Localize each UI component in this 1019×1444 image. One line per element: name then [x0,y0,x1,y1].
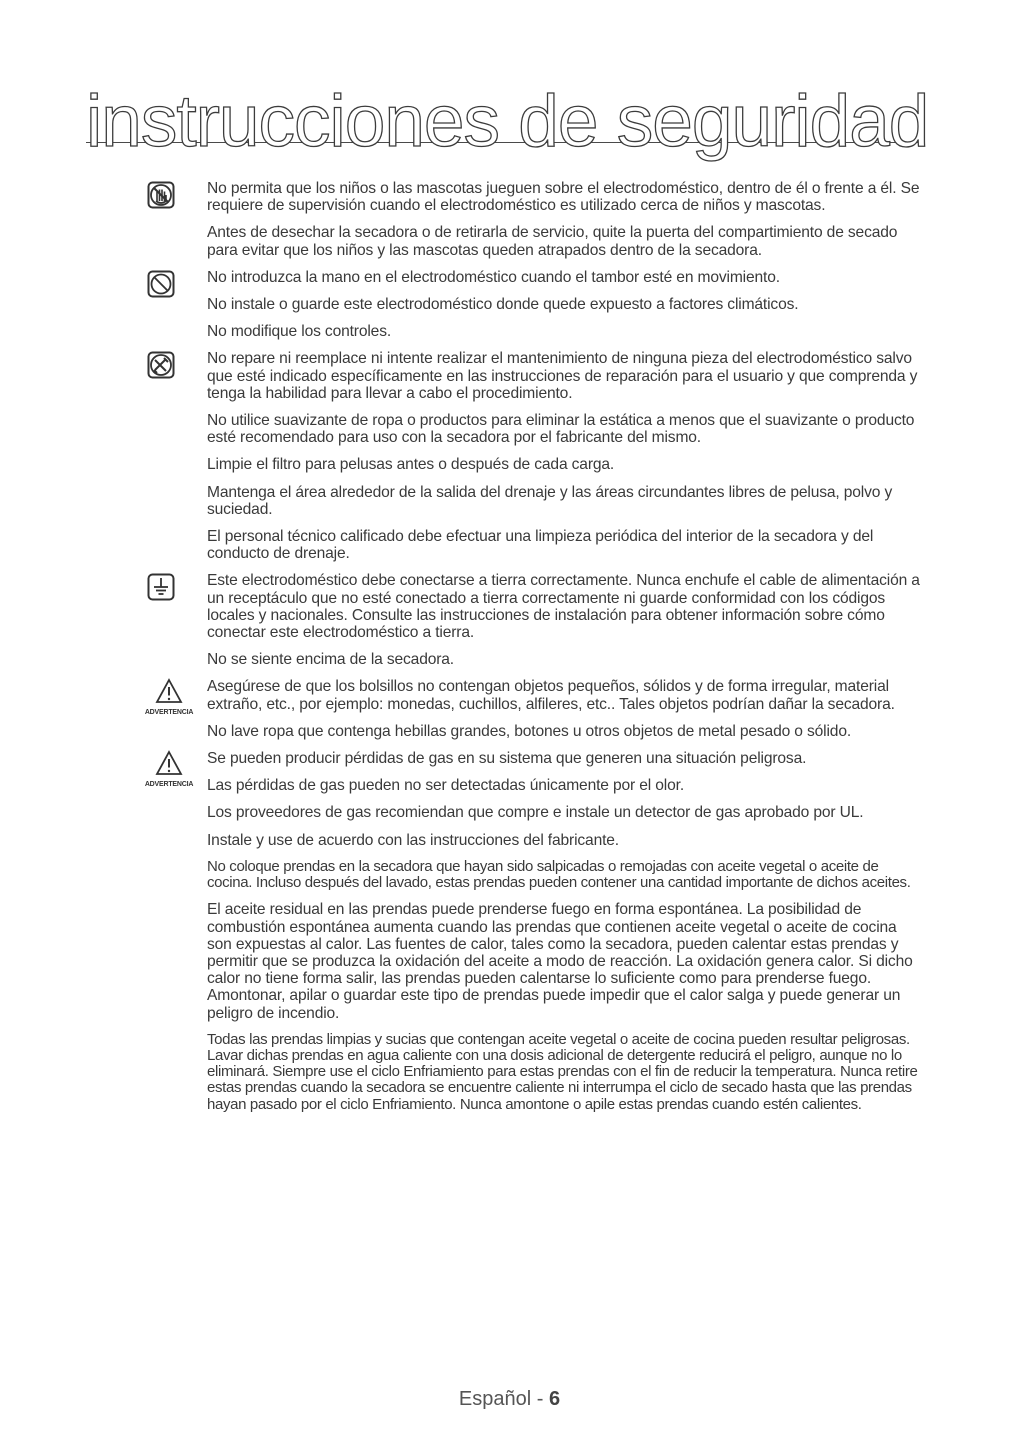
paragraph-softener: No utilice suavizante de ropa o productos para eliminar la estática a menos que el suavizante o producto esté recomendado para uso con la secadora por el fabricante del mismo. [207,412,915,447]
paragraph-drum-moving: No introduzca la mano en el electrodoméstico cuando el tambor esté en movimiento. [207,269,923,286]
ground-icon [147,573,175,601]
paragraph-door-removal: Antes de desechar la secadora o de retirarla de servicio, quite la puerta del compartimiento de secado para evitar que los niños y las mascotas queden atrapados dentro de la secadora. [207,224,898,259]
warning-triangle-icon [141,750,197,776]
paragraph-grounding: Este electrodoméstico debe conectarse a tierra correctamente. Nunca enchufe el cable de alimentación a un receptáculo que no esté conectado a tierra correctamente ni guarde conformidad con los códigos locales y nacionales. Consulte las instrucciones de instalación para obtener información sobre cómo conectar este electrodoméstico a tierra. [207,572,923,641]
paragraph-no-repair: No repare ni reemplace ni intente realizar el mantenimiento de ninguna pieza del electrodoméstico salvo que esté indicado específicamente en las instrucciones de reparación para el usuario y que comprenda y tenga la habilidad para llevar a cabo el procedimiento. [207,350,923,402]
safety-instructions [144,180,923,1123]
paragraph-weather: No instale o guarde este electrodoméstico donde quede expuesto a factores climáticos. [207,296,799,314]
footer-language: Español - [458,1388,549,1410]
page-number: 6 [548,1388,561,1410]
paragraph-children-pets: No permita que los niños o las mascotas jueguen sobre el electrodoméstico, dentro de él o frente a él. Se requiere de supervisión cuando el electrodoméstico es utilizado cerca de niños y mascotas. [207,180,923,214]
paragraph-pockets: ADVERTENCIA Asegúrese de que los bolsillos no contengan objetos pequeños, sólidos y de forma irregular, material extraño, etc., por ejemplo: monedas, cuchillos, alfileres, etc.. Tales objetos podrían dañar la secadora. [207,678,923,712]
title-rule [86,62,929,162]
paragraph-spontaneous-combustion: El aceite residual en las prendas puede prenderse fuego en forma espontánea. La posibilidad de combustión espontánea aumenta cuando las prendas que contienen aceite vegetal o aceite de cocina son expuestas al calor. Las fuentes de calor, tales como la secadora, pueden calentar estas prendas y permitir que se produzca la oxidación del aceite a modo de reacción. La oxidación genera calor. Si dicho calor no tiene forma salir, las prendas pueden calentarse lo suficiente como para prenderse fuego. Amontonar, apilar o guardar este tipo de prendas puede impedir que el calor salga y puede generar un peligro de incendio. [207,901,913,1022]
paragraph-no-sit: No se siente encima de la secadora. [207,651,454,669]
no-children-icon [147,181,175,209]
warning-label: ADVERTENCIA [144,709,194,717]
paragraph-gas-detector: Los proveedores de gas recomiendan que compre e instale un detector de gas aprobado por UL. [207,804,864,822]
paragraph-manufacturer: Instale y use de acuerdo con las instrucciones del fabricante. [207,831,619,849]
paragraph-drain-area: Mantenga el área alrededor de la salida del drenaje y las áreas circundantes libres de pelusa, polvo y suciedad. [207,483,893,518]
paragraph-oil-soaked: No coloque prendas en la secadora que hayan sido salpicadas o remojadas con aceite vegetal o aceite de cocina. Incluso después del lavado, estas prendas pueden contener una cantidad importante de dichos aceites. [207,857,911,892]
paragraph-gas-smell: Las pérdidas de gas pueden no ser detectadas únicamente por el olor. [207,777,685,795]
page-title: instrucciones de seguridad [86,81,929,162]
paragraph-oily-garments: Todas las prendas limpias y sucias que contengan aceite vegetal o aceite de cocina pueden resultar peligrosas. Lavar dichas prendas en agua caliente con una dosis adicional de detergente reducirá el peligro, aunque no lo eliminará. Siempre use el ciclo Enfriamiento para estas prendas con el fin de reducir la temperatura. Nunca retire estas prendas cuando la secadora se encuentre caliente ni interrumpa el ciclo de secado hasta que las prendas hayan pasado por el ciclo Enfriamiento. Nunca amontone o apile estas prendas cuando estén calientes. [207,1030,918,1113]
warning-label: ADVERTENCIA [144,781,194,789]
paragraph-gas-leak: ADVERTENCIA Se pueden producir pérdidas de gas en su sistema que generen una situación peligrosa. [207,750,923,767]
warning-badge [141,750,197,788]
paragraph-cleaning: El personal técnico calificado debe efectuar una limpieza periódica del interior de la secadora y del conducto de drenaje. [207,528,874,563]
no-repair-icon [147,351,175,379]
paragraph-lint-filter: Limpie el filtro para pelusas antes o después de cada carga. [207,456,615,474]
warning-badge [141,678,197,716]
paragraph-buckles: No lave ropa que contenga hebillas grandes, botones u otros objetos de metal pesado o sólido. [207,722,852,740]
prohibition-icon [147,270,175,298]
warning-triangle-icon [141,678,197,704]
paragraph-controls: No modifique los controles. [207,323,392,341]
page-footer [0,1388,1019,1411]
